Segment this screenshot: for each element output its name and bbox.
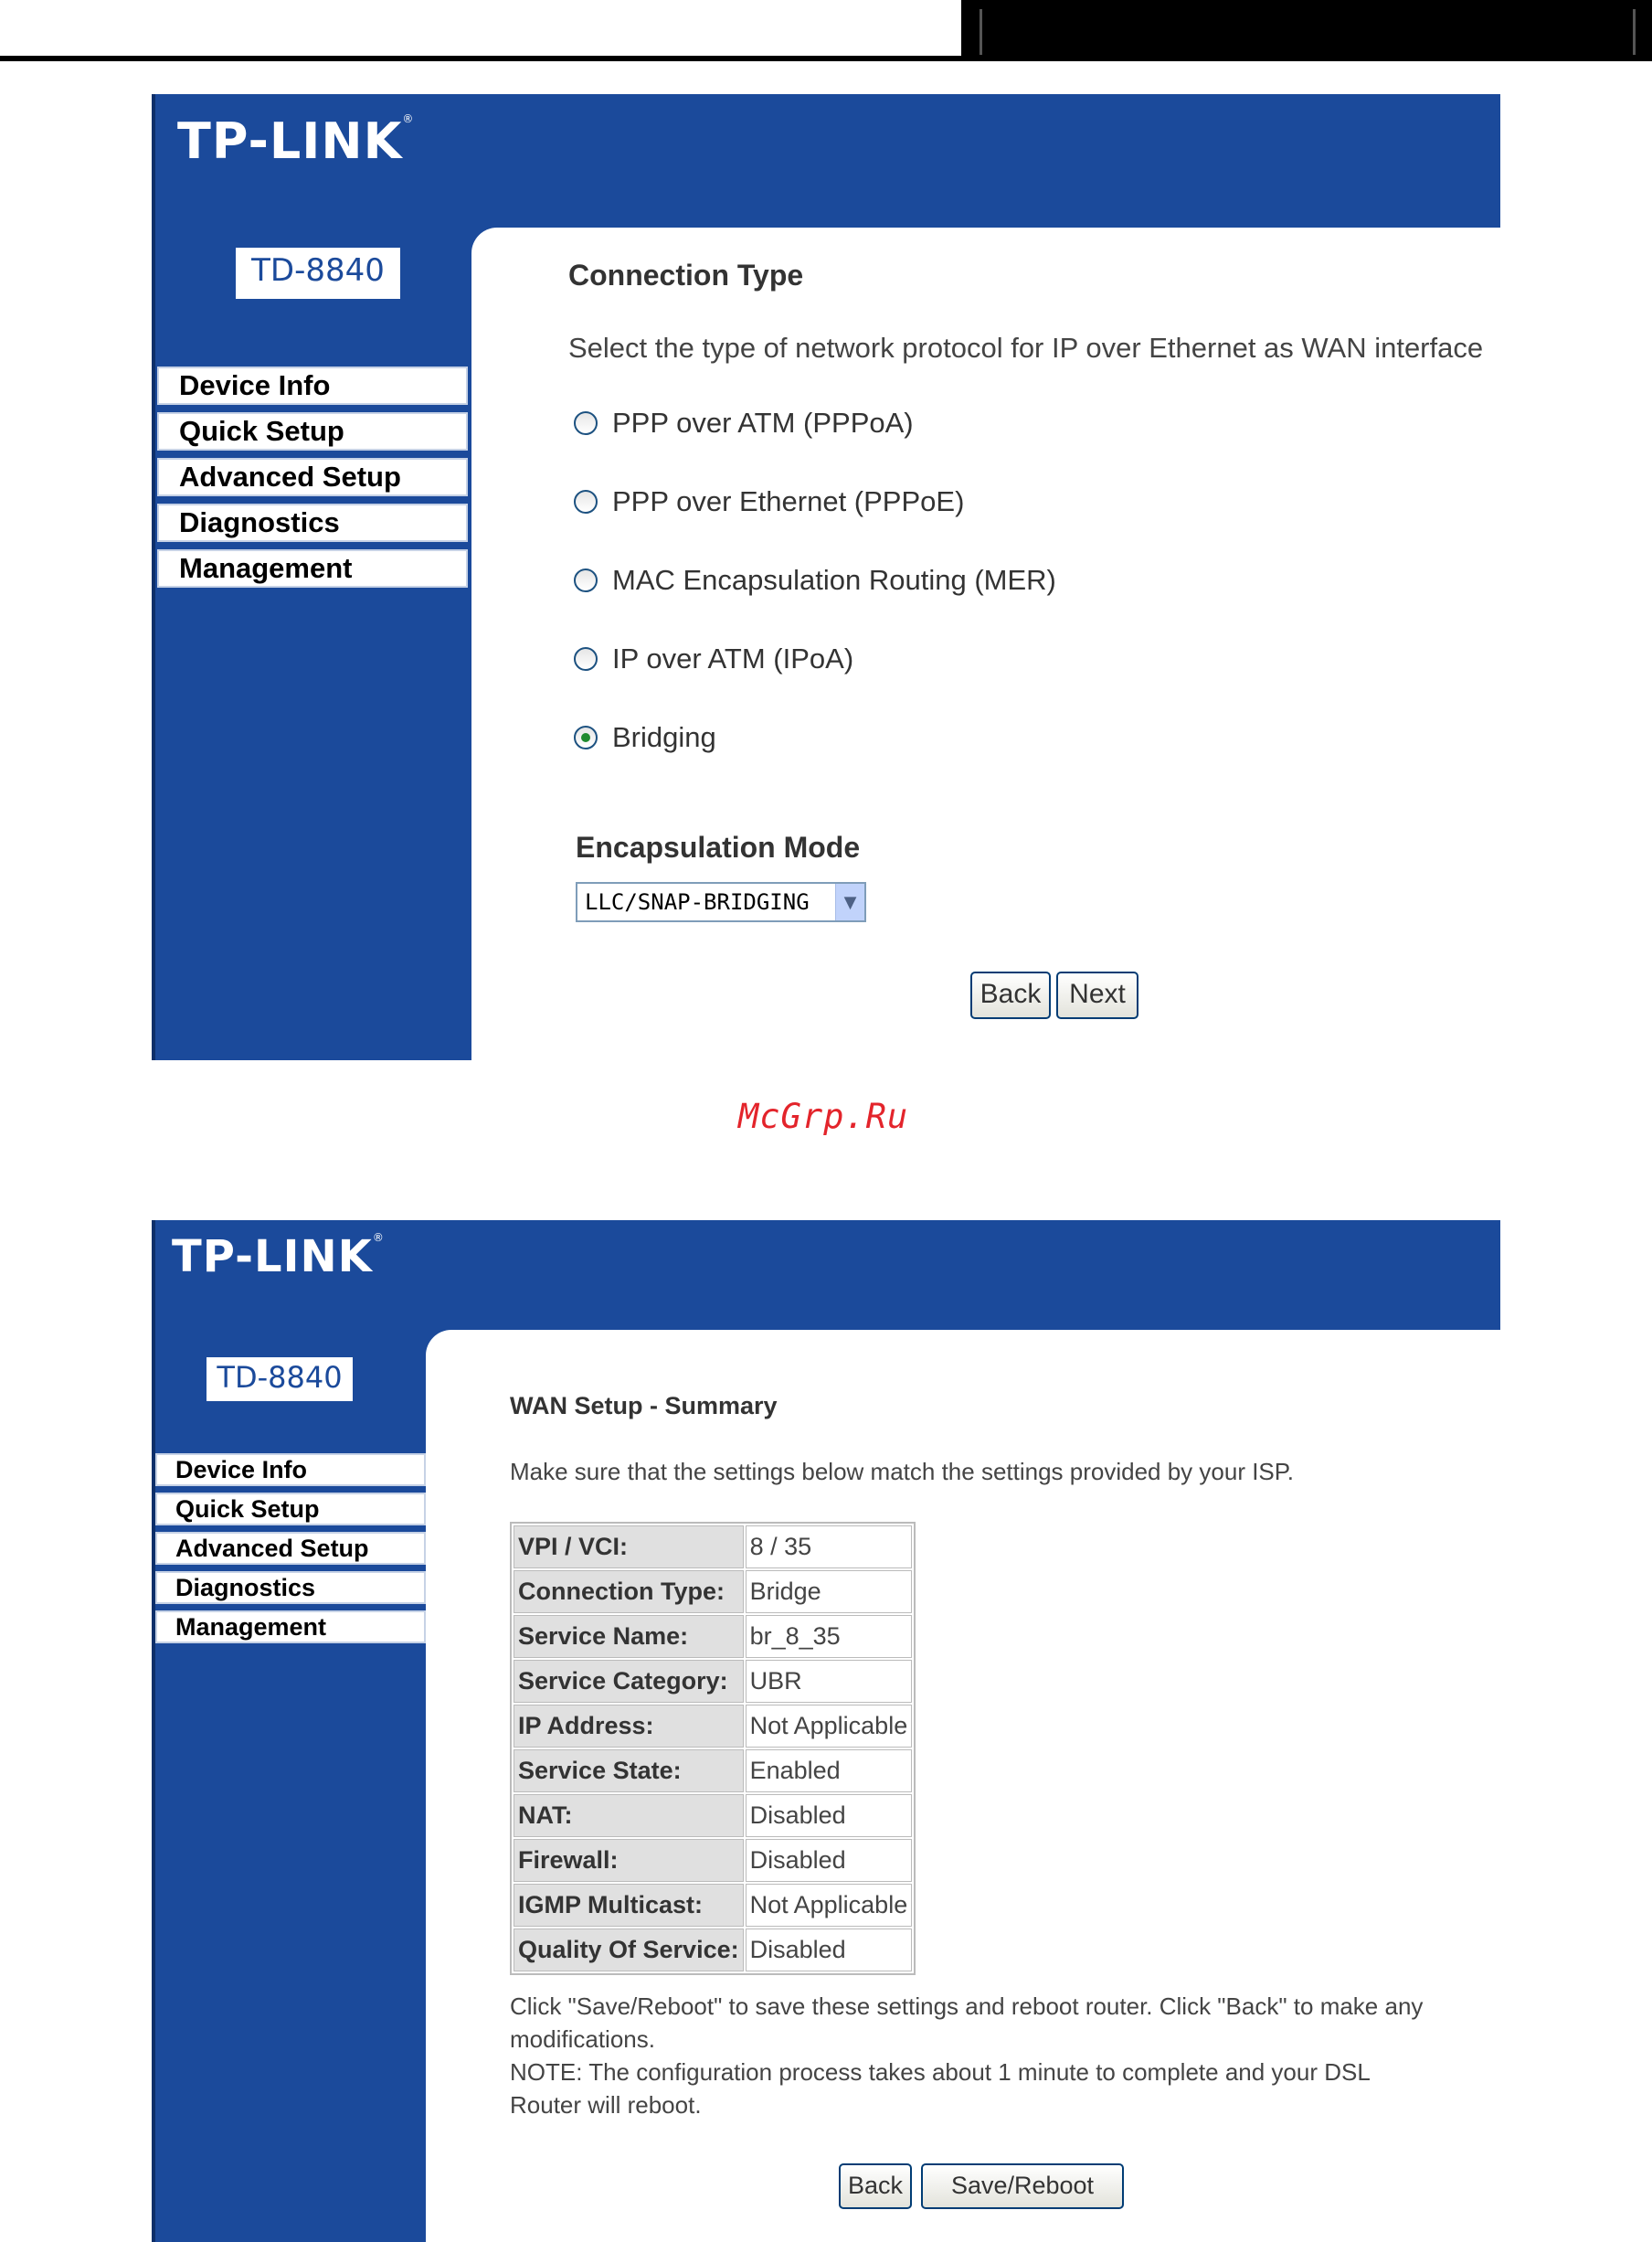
row-label: Service Category: (514, 1660, 744, 1703)
panel-edge (152, 94, 155, 1060)
row-label: IP Address: (514, 1705, 744, 1748)
table-row (514, 1660, 912, 1703)
row-value: Disabled (746, 1839, 913, 1882)
table-row (514, 1749, 912, 1792)
row-label: Connection Type: (514, 1570, 744, 1613)
table-row (514, 1705, 912, 1748)
sidebar-item-device-info[interactable]: Device Info (155, 1453, 426, 1486)
radio-ipoa[interactable] (574, 643, 853, 675)
note-line: Click "Save/Reboot" to save these settings and reboot router. Click "Back" to make any (510, 1992, 1424, 2020)
table-row (514, 1794, 912, 1837)
instruction-text: Make sure that the settings below match the settings provided by your ISP. (510, 1458, 1294, 1485)
sidebar-item-diagnostics[interactable]: Diagnostics (155, 1571, 426, 1604)
row-value: Not Applicable (746, 1705, 913, 1748)
encapsulation-mode-title: Encapsulation Mode (576, 831, 861, 864)
watermark-text: McGrp.Ru (738, 1097, 909, 1136)
radio-button-icon[interactable] (574, 647, 598, 671)
row-label: Quality Of Service: (514, 1929, 744, 1971)
content-area (471, 228, 1500, 1060)
page-title: Connection Type (568, 259, 804, 292)
radio-button-icon[interactable] (574, 568, 598, 592)
table-row (514, 1839, 912, 1882)
table-row (514, 1884, 912, 1927)
select-value: LLC/SNAP-BRIDGING (585, 889, 810, 915)
row-value: Disabled (746, 1929, 913, 1971)
sidebar-item-quick-setup[interactable]: Quick Setup (157, 412, 468, 451)
row-label: Service State: (514, 1749, 744, 1792)
table-row (514, 1929, 912, 1971)
tp-link-logo: TP-LINK® (177, 112, 415, 170)
table-row (514, 1525, 912, 1568)
chevron-down-icon[interactable]: ▼ (835, 884, 864, 920)
page-header-rule (0, 56, 961, 61)
back-button[interactable]: Back (970, 972, 1051, 1019)
row-label: Firewall: (514, 1839, 744, 1882)
radio-button-icon[interactable] (574, 490, 598, 514)
row-value: UBR (746, 1660, 913, 1703)
row-value: 8 / 35 (746, 1525, 913, 1568)
radio-button-checked-icon[interactable] (574, 726, 598, 749)
summary-table (510, 1522, 916, 1975)
row-label: IGMP Multicast: (514, 1884, 744, 1927)
radio-label: Bridging (612, 721, 716, 753)
row-value: Not Applicable (746, 1884, 913, 1927)
note-line: Router will reboot. (510, 2091, 702, 2119)
sidebar-nav (155, 1453, 426, 1650)
next-button[interactable]: Next (1056, 972, 1138, 1019)
row-value: Bridge (746, 1570, 913, 1613)
row-label: VPI / VCI: (514, 1525, 744, 1568)
radio-button-icon[interactable] (574, 411, 598, 435)
sidebar-nav (157, 367, 468, 595)
content-area (426, 1330, 1500, 2242)
note-line: NOTE: The configuration process takes about 1 minute to complete and your DSL (510, 2058, 1371, 2086)
sidebar-item-advanced-setup[interactable]: Advanced Setup (155, 1532, 426, 1565)
model-label: TD-8840 (236, 248, 400, 301)
sidebar-item-diagnostics[interactable]: Diagnostics (157, 504, 468, 542)
radio-label: PPP over Ethernet (PPPoE) (612, 485, 965, 517)
row-value: br_8_35 (746, 1615, 913, 1658)
radio-label: MAC Encapsulation Routing (MER) (612, 564, 1056, 596)
sidebar-item-management[interactable]: Management (157, 549, 468, 588)
model-label: TD-8840 (206, 1357, 353, 1403)
sidebar-item-advanced-setup[interactable]: Advanced Setup (157, 458, 468, 496)
radio-pppoa[interactable] (574, 407, 914, 440)
sidebar-item-device-info[interactable]: Device Info (157, 367, 468, 405)
back-button[interactable]: Back (839, 2163, 912, 2209)
instruction-text: Select the type of network protocol for IP over Ethernet as WAN interface (568, 332, 1484, 364)
panel-edge (152, 1220, 155, 2242)
save-reboot-button[interactable]: Save/Reboot (921, 2163, 1124, 2209)
note-line: modifications. (510, 2025, 655, 2053)
row-value: Disabled (746, 1794, 913, 1837)
tp-link-logo: TP-LINK® (172, 1231, 385, 1282)
table-row (514, 1570, 912, 1613)
radio-bridging[interactable] (574, 721, 716, 754)
row-label: NAT: (514, 1794, 744, 1837)
encapsulation-mode-select[interactable] (576, 882, 866, 922)
sidebar-item-quick-setup[interactable]: Quick Setup (155, 1493, 426, 1525)
sidebar-item-management[interactable]: Management (155, 1610, 426, 1643)
radio-label: PPP over ATM (PPPoA) (612, 407, 914, 439)
table-row (514, 1615, 912, 1658)
save-note (510, 1990, 1423, 2121)
radio-mer[interactable] (574, 564, 1056, 597)
page-header-bar (961, 0, 1652, 61)
radio-pppoe[interactable] (574, 485, 964, 518)
page-title: WAN Setup - Summary (510, 1392, 778, 1419)
wan-summary-screen (152, 1220, 1500, 2242)
row-label: Service Name: (514, 1615, 744, 1658)
radio-label: IP over ATM (IPoA) (612, 643, 854, 675)
connection-type-screen (152, 94, 1500, 1060)
row-value: Enabled (746, 1749, 913, 1792)
